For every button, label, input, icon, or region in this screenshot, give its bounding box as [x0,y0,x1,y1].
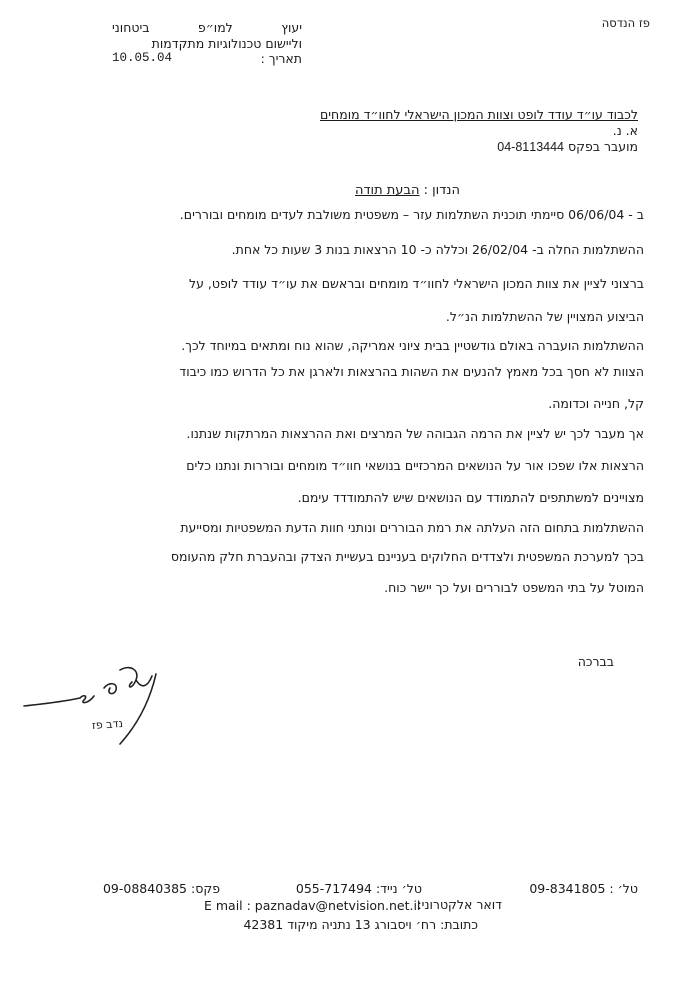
footer-mobile [296,881,422,896]
footer-fax-number: 09-08840385 [102,881,188,896]
body-line: המוטל על בתי המשפט לבוררים ועל כך יישר כוח. [384,580,644,595]
footer-fax-label: פקס: [191,881,220,896]
body-line: הרצאות אלו שפכו אור על הנושאים המרכזיים בנושאי חוו״ד מומחים ובוררות ונתנו כלים [186,458,644,473]
body-line: ברצוני לציין את צוות המכון הישראלי לחוו״ד מומחים ובראשם את עו״ד עודד לופט, על [189,276,644,291]
date-label: תאריך : [260,51,302,67]
date-value: 10.05.04 [112,51,173,66]
body-line: אך מעבר לכך יש לציין את הרמה הגבוהה של המרצים ואת ההרצאות המרתקות שנתנו. [186,426,644,441]
recipient-initials: א. נ. [612,123,638,138]
fax-number: 04-8113444 [497,140,565,154]
signature-name: נדב פז [91,716,124,733]
advisor-for: למו״פ [197,20,233,35]
footer-address: כתובת: רח׳ ויסבורג 13 נתניה מיקוד 42381 [243,917,478,932]
phone-label: טל׳ : [609,881,638,896]
company-name: פז הנדסה [601,16,650,30]
phone-number: 09-8341805 [529,881,606,896]
date-row [112,51,302,67]
footer-phone [529,881,638,896]
footer-email-label: דואר אלקטרוני: [417,897,502,912]
advisor-field: ביטחוני [112,20,150,35]
body-line: ב - 06/06/04 סיימתי תוכנית השתלמות עזר – משפטית משולבת לעדים מומחים ובוררים. [179,207,644,222]
body-line: קל, חנייה וכדומה. [548,396,644,411]
closing-greeting: בברכה [577,654,614,669]
signature-scribble [22,660,172,760]
advisor-line-1 [112,20,302,36]
body-line: מצויינים למשתתפים להתמודד עם הנושאים שיש להתמודדד עימם. [297,490,644,505]
subject-line [355,183,460,198]
body-line: בכך למערכת המשפטית ולצדדים החלוקים בעניינם בעשיית הצדק ובהעברת חלק מהעומס [170,549,644,564]
advisor-line2-text: וליישום טכנולוגיות מתקדמות [151,35,302,51]
subject-label: הנדון : [423,183,460,198]
body-line: ההשתלמות החלה ב- 26/02/04 וכללה כ- 10 הרצאות בנות 3 שעות כל אחת. [231,242,644,257]
body-line: ההשתלמות בתחום הזה העלתה את רמת הבוררים ונותני חוות הדעת המשפטיות ומסייעת [180,520,644,535]
advisor-line-2 [112,36,302,52]
advisor-label: יעוץ [281,20,302,35]
body-line: ההשתלמות הועברה באולם גודשטיין בבית ציוני אמריקה, שהוא נוח ומתאים במיוחד לכך. [181,338,644,353]
recipient-to: לכבוד עו״ד עודד לופט וצוות המכון הישראלי לחוו״ד מומחים [319,107,638,122]
subject-text: הבעת תודה [354,183,420,198]
mobile-number: 055-717494 [295,881,372,896]
fax-label: מועבר בפקס [568,139,638,154]
body-line: הביצוע המצויין של ההשתלמות הנ״ל. [445,309,644,324]
fax-line [497,139,638,154]
body-line: הצוות לא חסך בכל מאמץ להנעים את השהות בהרצאות ולארגן את כל הדרוש כמו כיבוד [179,364,644,379]
mobile-label: טל׳ נייד: [375,881,422,896]
footer-fax [103,881,220,896]
advisor-header [112,20,302,67]
footer-email: E mail : paznadav@netvision.net.il [204,898,421,913]
